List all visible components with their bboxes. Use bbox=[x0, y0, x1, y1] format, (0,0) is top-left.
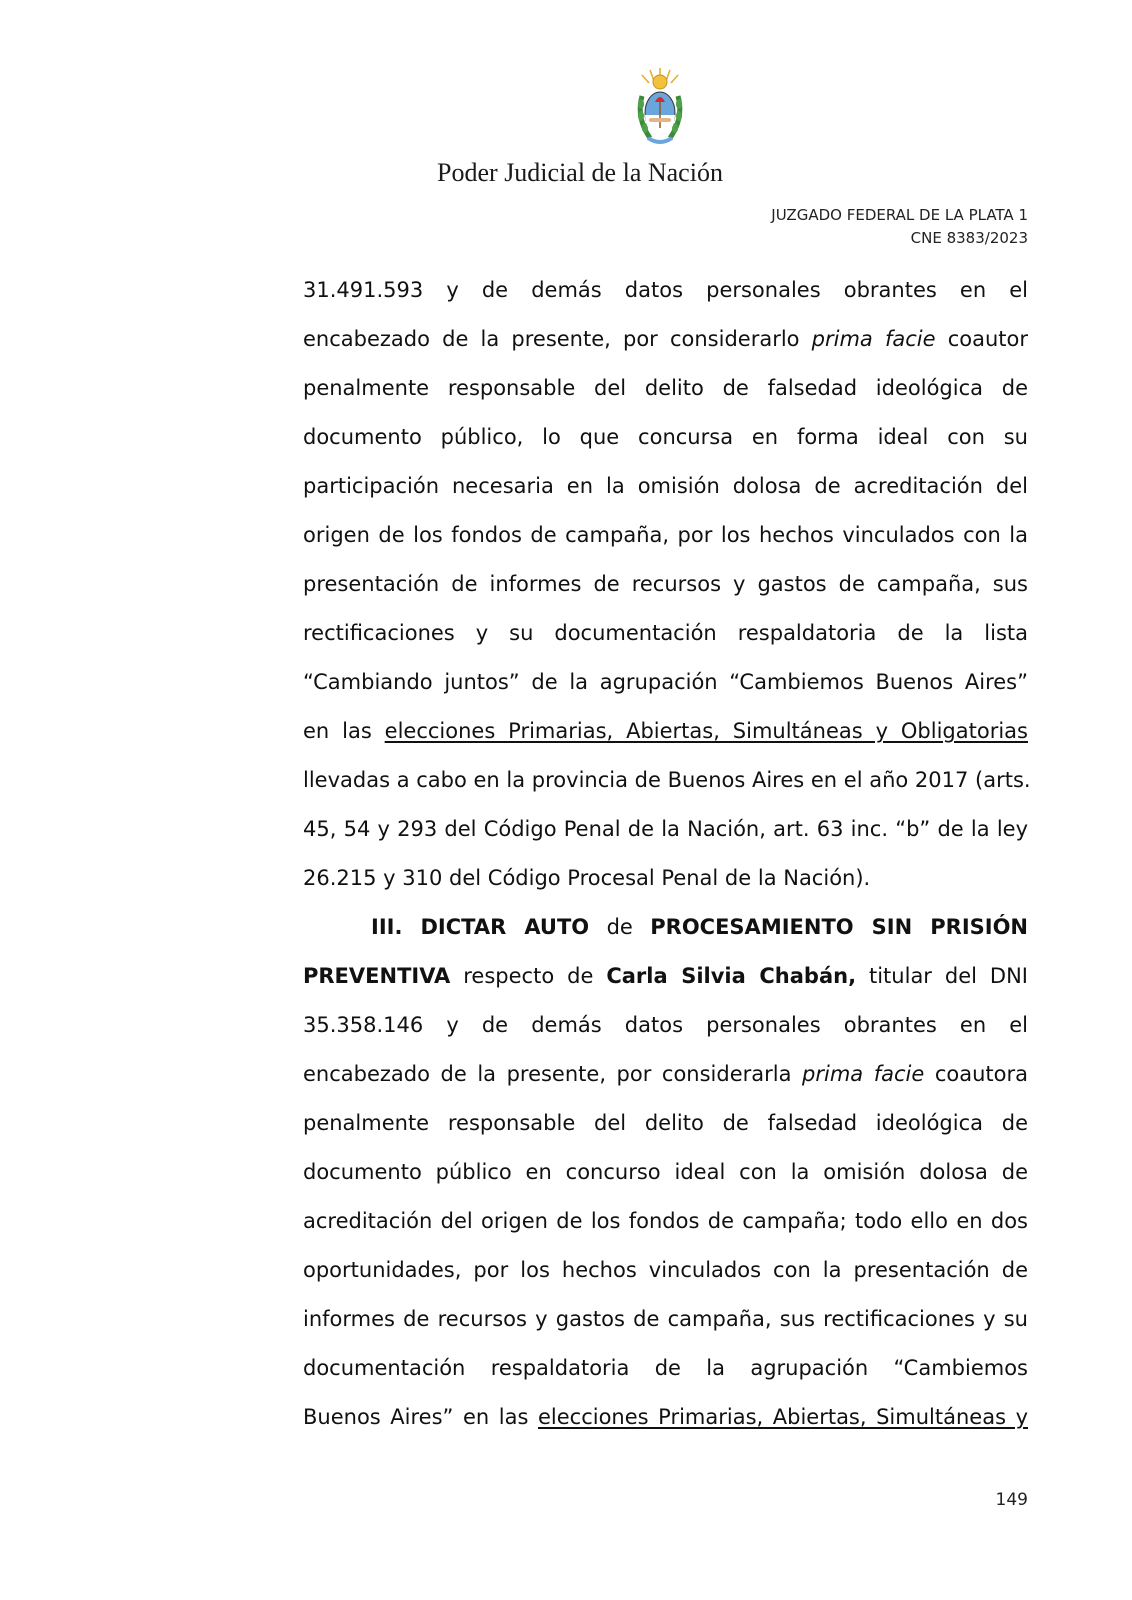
text-line: encabezado de la presente, por considerarlo prima facie coautor bbox=[303, 327, 1028, 351]
latin-phrase: prima facie bbox=[802, 1062, 925, 1086]
text-line: 35.358.146 y de demás datos personales obrantes en el bbox=[303, 1013, 1028, 1037]
underlined-text: elecciones Primarias, Abiertas, Simultáneas y Obligatorias bbox=[384, 719, 1028, 743]
argentina-coat-of-arms-icon bbox=[632, 66, 688, 150]
text-line: en las elecciones Primarias, Abiertas, Simultáneas y Obligatorias bbox=[303, 719, 1028, 743]
text-line: “Cambiando juntos” de la agrupación “Cambiemos Buenos Aires” bbox=[303, 670, 1028, 694]
bold-text: III. DICTAR AUTO bbox=[371, 915, 590, 939]
text-line: oportunidades, por los hechos vinculados con la presentación de bbox=[303, 1258, 1028, 1282]
text-line: Buenos Aires” en las elecciones Primarias, Abiertas, Simultáneas y bbox=[303, 1405, 1028, 1429]
text-line: 45, 54 y 293 del Código Penal de la Nación, art. 63 inc. “b” de la ley bbox=[303, 817, 1028, 841]
page-number: 149 bbox=[995, 1490, 1028, 1510]
case-number: CNE 8383/2023 bbox=[910, 229, 1028, 247]
case-header bbox=[771, 204, 1028, 250]
text-line: rectificaciones y su documentación respaldatoria de la lista bbox=[303, 621, 1028, 645]
defendant-name: Carla Silvia Chabán, bbox=[606, 964, 857, 988]
text-line: penalmente responsable del delito de falsedad ideológica de bbox=[303, 376, 1028, 400]
text-line: penalmente responsable del delito de falsedad ideológica de bbox=[303, 1111, 1028, 1135]
text-line: 26.215 y 310 del Código Procesal Penal de la Nación). bbox=[303, 866, 871, 890]
underlined-text: elecciones Primarias, Abiertas, Simultáneas y bbox=[537, 1405, 1028, 1429]
text-line: participación necesaria en la omisión dolosa de acreditación del bbox=[303, 474, 1028, 498]
text-line: PREVENTIVA respecto de Carla Silvia Chabán, titular del DNI bbox=[303, 964, 1028, 988]
latin-phrase: prima facie bbox=[811, 327, 936, 351]
institution-name: Poder Judicial de la Nación bbox=[437, 158, 723, 187]
text-line: III. DICTAR AUTO de PROCESAMIENTO SIN PRISIÓN bbox=[371, 915, 1028, 939]
bold-text: PREVENTIVA bbox=[303, 964, 451, 988]
text-line: origen de los fondos de campaña, por los hechos vinculados con la bbox=[303, 523, 1028, 547]
text-line: documentación respaldatoria de la agrupación “Cambiemos bbox=[303, 1356, 1028, 1380]
text-line: documento público en concurso ideal con la omisión dolosa de bbox=[303, 1160, 1028, 1184]
bold-text: PROCESAMIENTO SIN PRISIÓN bbox=[650, 915, 1028, 939]
text-line: documento público, lo que concursa en forma ideal con su bbox=[303, 425, 1028, 449]
text-line: 31.491.593 y de demás datos personales obrantes en el bbox=[303, 278, 1028, 302]
text-line: presentación de informes de recursos y gastos de campaña, sus bbox=[303, 572, 1028, 596]
text-line: acreditación del origen de los fondos de campaña; todo ello en dos bbox=[303, 1209, 1028, 1233]
document-body bbox=[303, 266, 1031, 1442]
text-line: informes de recursos y gastos de campaña, sus rectificaciones y su bbox=[303, 1307, 1028, 1331]
text-line: llevadas a cabo en la provincia de Buenos Aires en el año 2017 (arts. bbox=[303, 768, 1031, 792]
court-name: JUZGADO FEDERAL DE LA PLATA 1 bbox=[771, 206, 1028, 224]
text-line: encabezado de la presente, por considerarla prima facie coautora bbox=[303, 1062, 1028, 1086]
